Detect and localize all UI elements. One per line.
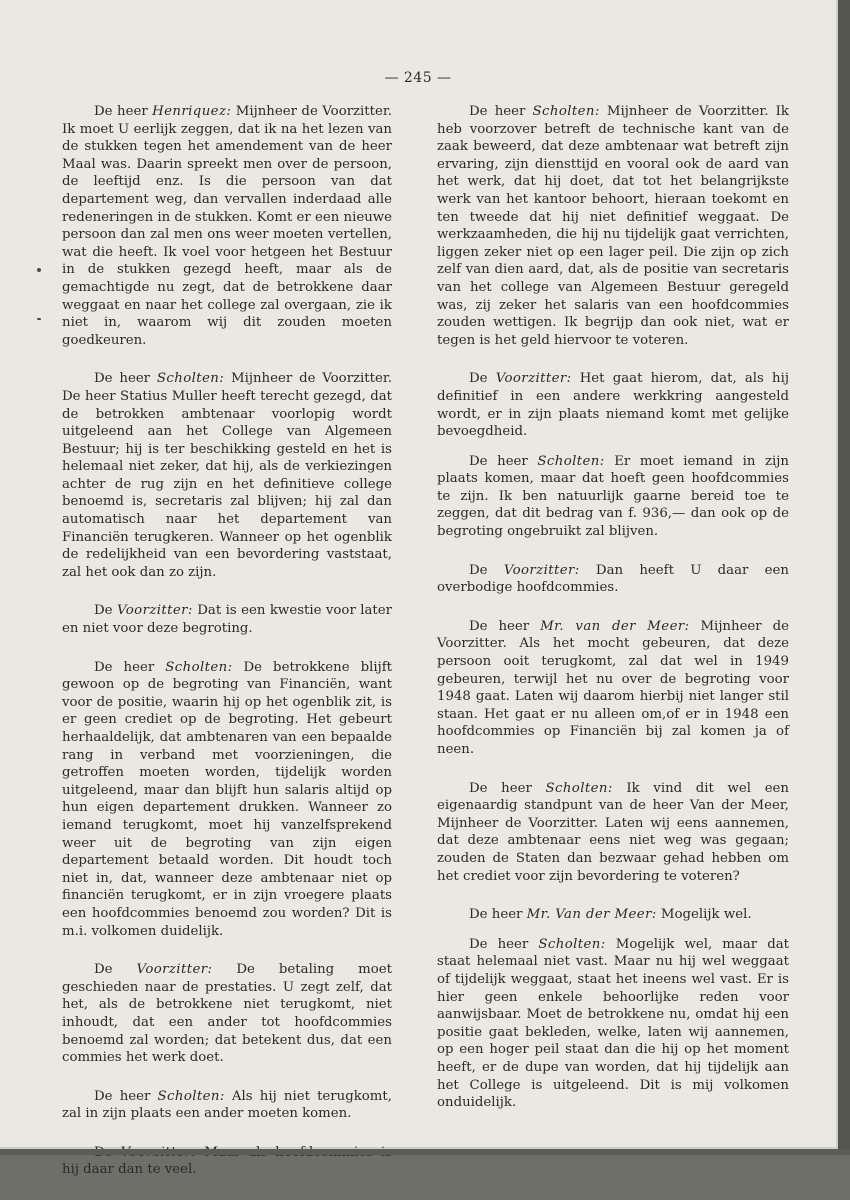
paragraph — [437, 370, 789, 440]
page-edge-right — [838, 0, 850, 1155]
speaker-name: Scholten: — [538, 936, 606, 952]
paragraph — [437, 780, 789, 886]
speaker-name: Scholten: — [537, 453, 605, 469]
right-column — [437, 103, 789, 1133]
speaker-prefix: De heer — [469, 104, 533, 119]
paragraph-text: Mijnheer de Voorzitter. Ik moet U eerlijk zeggen, dat ik na het lezen van de stukken tegen het amendement van de heer Maal was. Daarin spreekt men over de persoon, de leeftijd enz. Is die persoon van dat departement weg, dan vervallen inderdaad alle redeneringen in de stukken. Komt er een nieuwe persoon dan zal men ons weer moeten vertellen, wat die heeft. Ik voel voor hetgeen het Bestuur in de stukken gezegd heeft, maar als de gemachtigde nu zegt, dat de betrokkene daar weggaat en naar het college zal overgaan, zie ik niet in, waarom wij dit zouden moeten goedkeuren. — [62, 104, 393, 348]
paragraph-text: Mogelijk wel, maar dat staat helemaal niet vast. Maar nu hij wel weggaat of tijdelijk weggaat, staat het ineens wel vast. Er is hier geen enkele behoorlijke reden voor aanwijsbaar. Moet de betrokkene nu, omdat hij een positie gaat bekleden, welke, laten wij aannemen, op een hoger peil staat dan die hij op het moment heeft, er de dupe van worden, dat hij tijdelijk aan het College is uitgeleend. Dit is mij volkomen onduidelijk. — [437, 936, 789, 1111]
left-column — [62, 103, 392, 1200]
paragraph-text: Het gaat hierom, dat, als hij definitief in een andere werkkring aangesteld wordt, er in zijn plaats niemand komt met gelijke bevoegdheid. — [437, 371, 789, 440]
paragraph — [62, 103, 392, 349]
paragraph-text: Er moet iemand in zijn plaats komen, maar dat hoeft geen hoofdcommies te zijn. Ik ben natuurlijk gaarne bereid toe te zeggen, dat dit bedrag van f. 936,— dan ook op de begroting ongebruikt zal blijven. — [437, 453, 789, 540]
paragraph — [437, 906, 789, 924]
speaker-prefix: De heer — [94, 1088, 158, 1104]
paragraph — [437, 618, 789, 759]
speaker-name: Scholten: — [157, 1088, 225, 1104]
paragraph-text: hij daar dan te veel. — [62, 1162, 197, 1178]
speaker-name: Voorzitter: — [503, 562, 580, 578]
speaker-prefix: De — [94, 962, 137, 978]
margin-speck — [37, 268, 41, 272]
paragraph — [62, 1088, 392, 1123]
paragraph-text: Mogelijk wel. — [656, 907, 752, 923]
page-edge-bottom — [0, 1149, 850, 1155]
paragraph — [437, 453, 789, 541]
speaker-name: Scholten: — [545, 780, 613, 796]
paragraph — [62, 370, 392, 581]
speaker-prefix: De heer — [469, 907, 527, 923]
speaker-name: Henriquez: — [152, 104, 232, 119]
speaker-name: Mr. Van der Meer: — [526, 907, 657, 923]
paragraph — [62, 961, 392, 1067]
speaker-prefix: De heer — [94, 371, 157, 387]
speaker-name: Scholten: — [532, 104, 600, 119]
paragraph-text: Dat is een kwestie voor later en niet voor deze begroting. — [62, 603, 392, 637]
speaker-prefix: De — [94, 603, 117, 619]
speaker-name: Voorzitter: — [116, 603, 193, 619]
margin-speck — [37, 318, 41, 320]
paragraph — [62, 602, 392, 637]
speaker-prefix: De heer — [469, 453, 538, 469]
paragraph-text: Mijnheer de Voorzitter. De heer Statius Muller heeft terecht gezegd, dat de betrokken ambtenaar voorlopig wordt uitgeleend aan het College van Algemeen Bestuur; hij is ter beschikking gesteld en het is helemaal niet zeker, dat hij, als de verkiezingen achter de rug zijn en het definitieve college benoemd is, secretaris zal blijven; hij zal dan automatisch naar het departement van Financiën terugkeren. Wanneer op het ogenblik de redelijkheid van een bevordering vaststaat, zal het ook dan zo zijn. — [62, 371, 392, 580]
speaker-name: Mr. van der Meer: — [540, 618, 690, 634]
paragraph — [437, 936, 789, 1112]
speaker-prefix: De heer — [469, 618, 541, 634]
speaker-prefix: De heer — [469, 936, 539, 952]
paragraph-text: Mijnheer de Voorzitter. Als het mocht gebeuren, dat deze persoon ooit terugkomt, zal dat wel in 1949 gebeuren, terwijl het nu over de begroting voor 1948 gaat. Laten wij daarom hierbij niet langer stil staan. Het gaat er nu alleen om,of er in 1948 een hoofdcommies op Financiën bij zal komen ja of neen. — [437, 618, 789, 757]
speaker-prefix: De — [469, 371, 496, 387]
paragraph-text: De betrokkene blijft gewoon op de begroting van Financiën, want voor de positie, waarin hij op het ogenblik zit, is er geen crediet op de begroting. Het gebeurt herhaaldelijk, dat ambtenaren van een bepaalde rang in verband met voorzieningen, die getroffen moeten worden, tijdelijk worden uitgeleend, maar dan blijft hun salaris altijd op hun eigen departement drukken. Wanneer zo iemand terugkomt, moet hij vanzelfsprekend weer uit de begroting van zijn eigen departement betaald worden. Dit houdt toch niet in, dat, wanneer deze ambtenaar niet op financiën terugkomt, er in zijn vroegere plaats een hoofdcommies benoemd zou worden? Dit is m.i. volkomen duidelijk. — [62, 659, 392, 939]
speaker-name: Voorzitter: — [495, 371, 572, 387]
paragraph-text: Als hij niet terugkomt, zal in zijn plaats een ander moeten komen. — [62, 1088, 392, 1122]
paragraph — [437, 562, 789, 597]
paragraph-text: Mijnheer de Voorzitter. Ik heb voorzover betreft de technische kant van de zaak beweerd, dat deze ambtenaar wat betreft zijn ervaring, zijn diensttijd en vooral ook de aard van het werk, dat hij doet, dat tot het belangrijkste werk van het kantoor behoort, hieraan toekomt en ten tweede dat hij niet definitief weggaat. De werkzaamheden, die hij nu tijdelijk gaat verrichten, liggen zeker niet op een lager peil. Die zijn op zich zelf van dien aard, dat, als de positie van secretaris van het college van Algemeen Bestuur geregeld was, zij zeker het salaris van een hoofdcommies zouden wettigen. Ik begrijp dan ook niet, wat er tegen is het geld hiervoor te voteren. — [437, 104, 789, 348]
speaker-name: Voorzitter: — [136, 962, 213, 978]
speaker-name: Scholten: — [156, 371, 225, 387]
paragraph-text: Dan heeft U daar een overbodige hoofdcommies. — [437, 562, 789, 596]
paragraph-text: De betaling moet geschieden naar de prestaties. U zegt zelf, dat het, als de betrokkene niet terugkomt, niet inhoudt, dat een ander tot hoofdcommies benoemd zal worden; dat betekent dus, dat een commies het werk doet. — [62, 962, 392, 1066]
paragraph — [62, 659, 392, 941]
speaker-prefix: De heer — [94, 104, 153, 119]
paragraph — [437, 103, 789, 349]
speaker-prefix: De heer — [469, 780, 546, 796]
speaker-prefix: De — [469, 562, 504, 578]
speaker-name: Scholten: — [165, 659, 233, 675]
paragraph-text: Ik vind dit wel een eigenaardig standpunt van de heer Van der Meer, Mijnheer de Voorzitter. Laten wij eens aannemen, dat deze ambtenaar eens niet weg was gegaan; zouden de Staten dan bezwaar gehad hebben om het crediet voor zijn bevordering te voteren? — [437, 780, 789, 884]
speaker-prefix: De heer — [94, 659, 166, 675]
page-number: — 245 — — [384, 70, 452, 86]
